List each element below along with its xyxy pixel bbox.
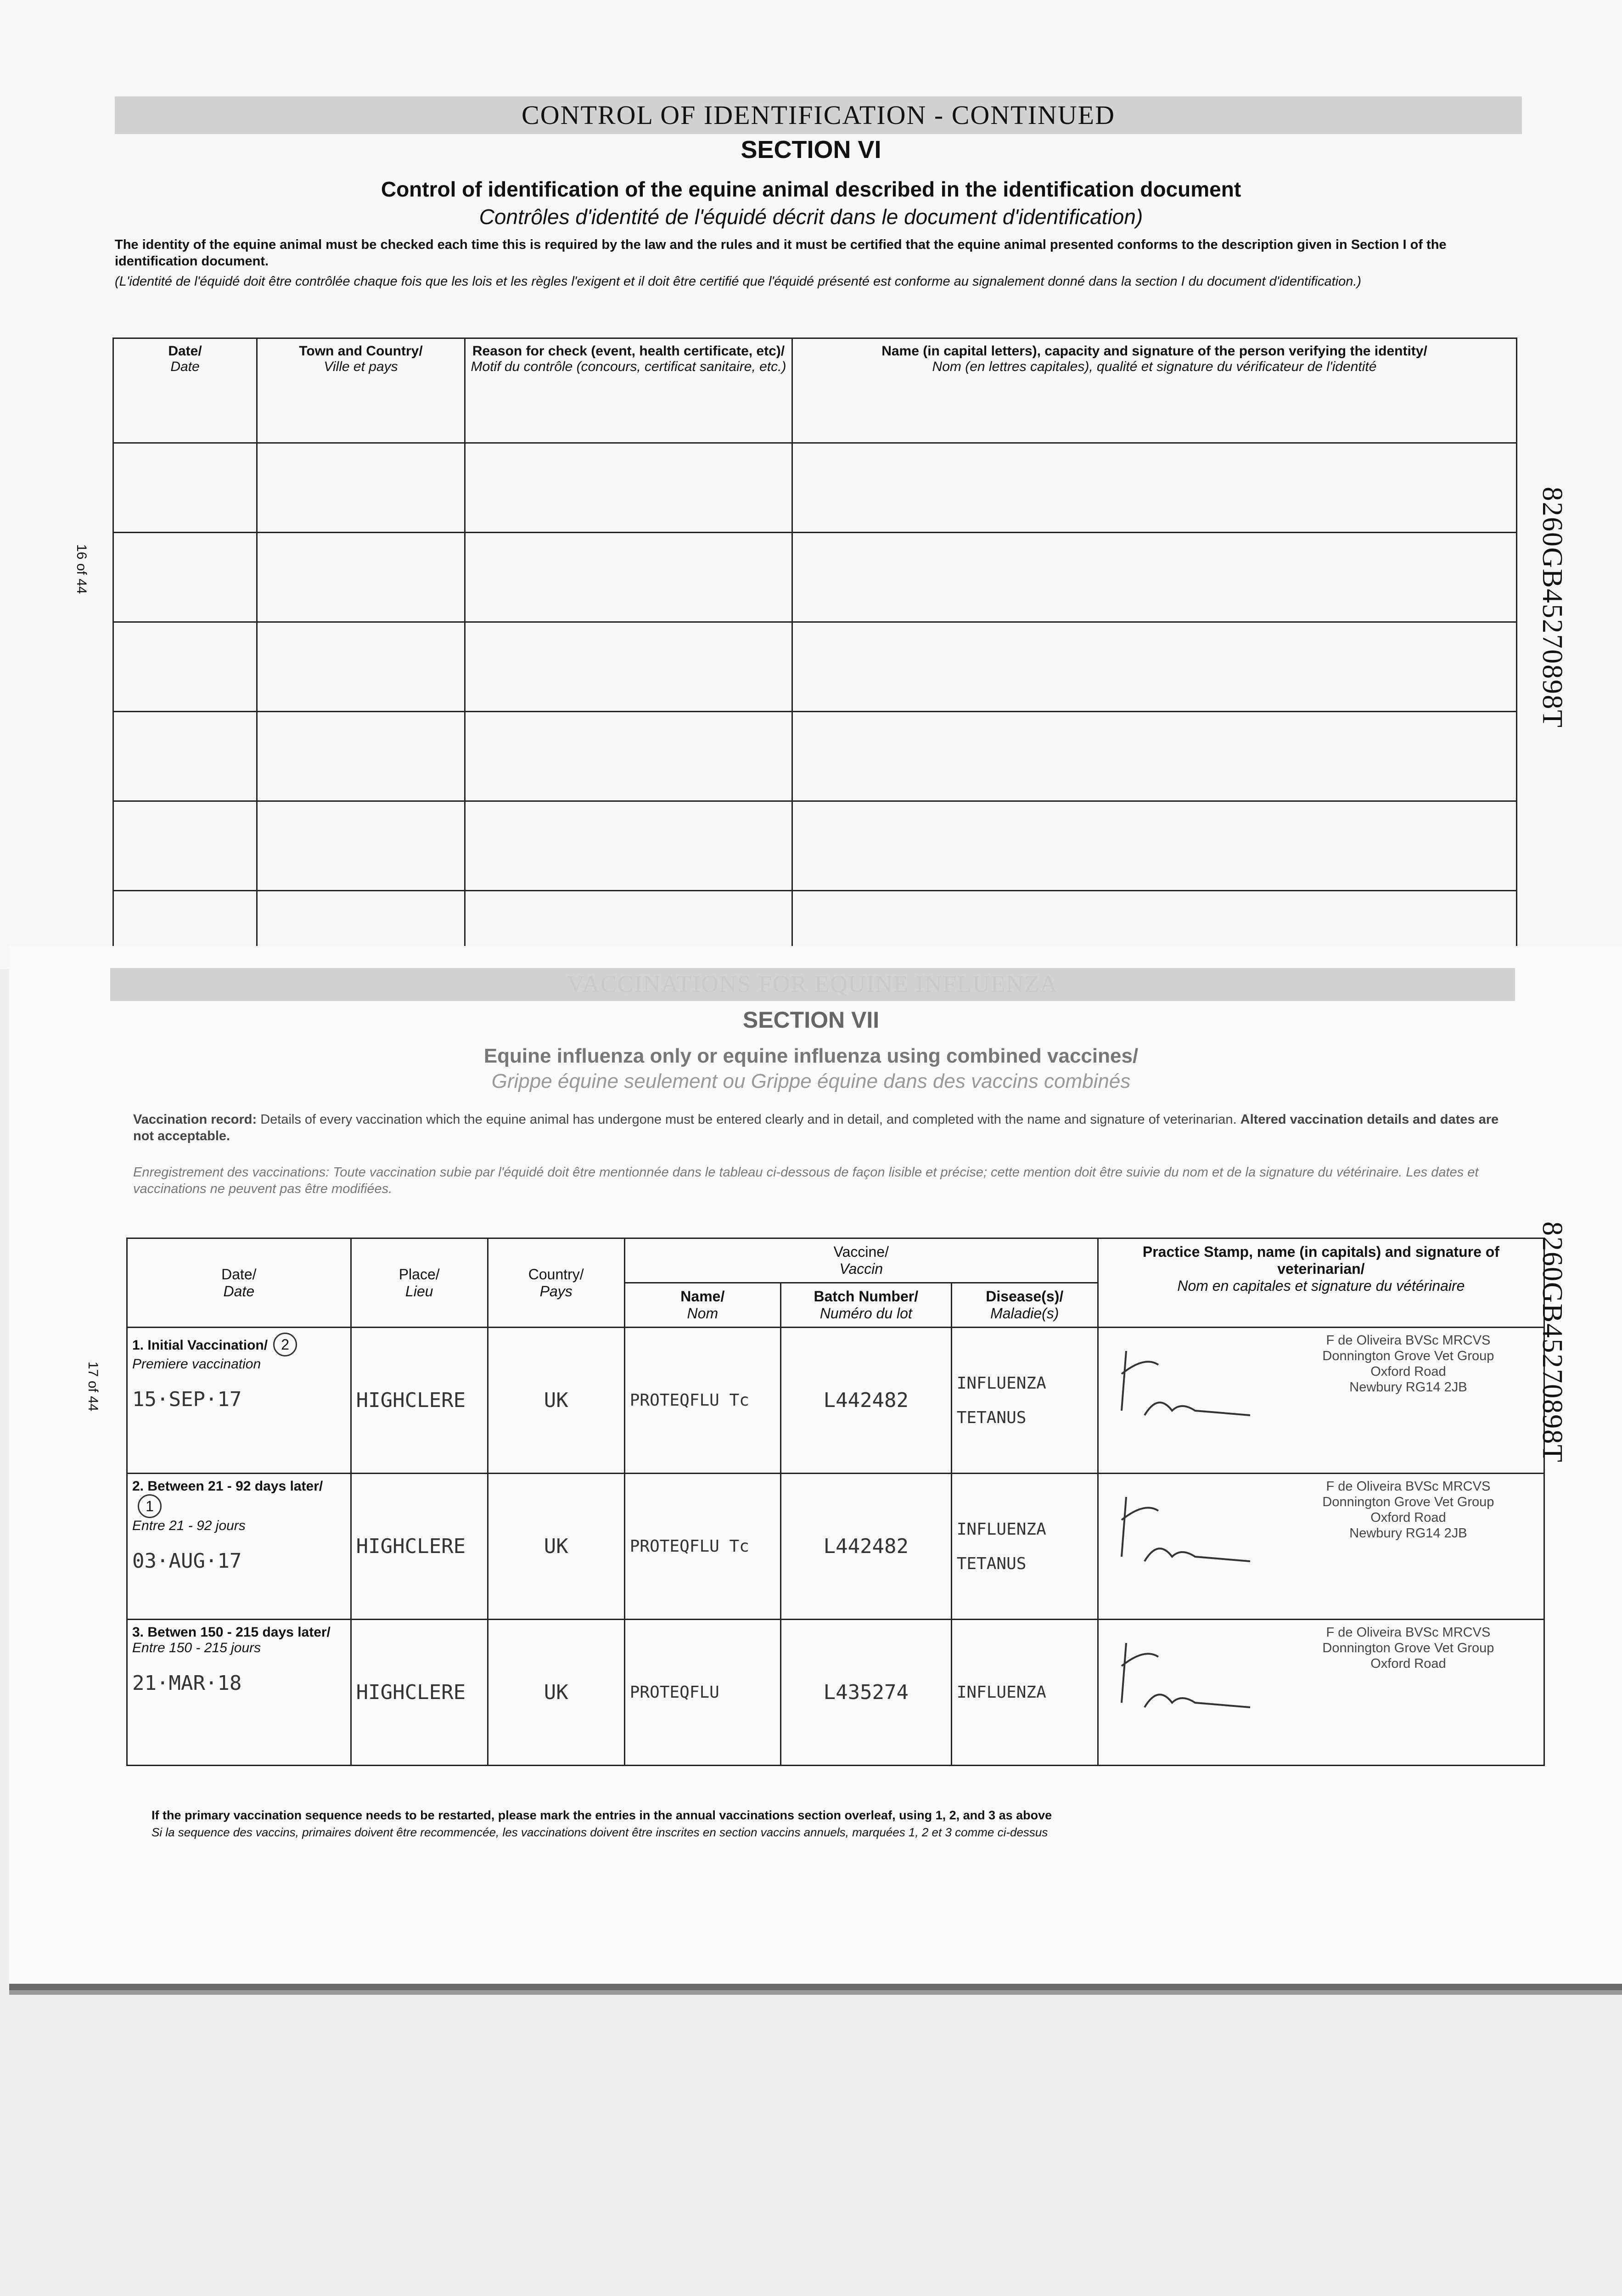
table-row [113,533,1517,622]
handwritten-country: UK [544,1681,568,1704]
town-cell[interactable] [257,443,465,533]
place-cell[interactable] [351,1328,488,1474]
town-cell[interactable] [257,533,465,622]
date-cell[interactable] [113,443,257,533]
handwritten-date: 21·MAR·18 [132,1671,242,1695]
vaccine-name-cell[interactable] [624,1474,780,1620]
header-town-country: Town and Country/ Ville et pays [257,338,465,443]
vaccination-table [126,1238,1545,1766]
intro-en-text: Details of every vaccination which the equine animal has undergone must be entered clearly and in detail, and completed with the name and signature of veterinarian. [260,1112,1237,1127]
handwritten-disease-2: TETANUS [956,1554,1027,1573]
vaccine-name-cell[interactable] [624,1620,780,1766]
town-cell[interactable] [257,622,465,712]
section-vii-intro-fr: Enregistrement des vaccinations: Toute vaccination subie par l'équidé doit être mentionnée dans le tableau ci-dessous de façon lisible et précise; cette mention doit être suivie du nom et de la signature du vétérinaire. Les dates et vaccinations ne peuvent pas être modifiées. [133,1165,1479,1196]
table-row [127,1620,1544,1766]
header-stamp: Practice Stamp, name (in capitals) and signature of veterinarian/ Nom en capitales et signature du vétérinaire [1098,1238,1544,1328]
handwritten-batch: L442482 [823,1389,909,1412]
identity-check-table [112,338,1517,956]
section-vi-intro-en: The identity of the equine animal must be checked each time this is required by the law and the rules and it must be certified that the equine animal presented conforms to the description given in Section I of the identification document. [115,237,1447,269]
handwritten-country: UK [544,1389,568,1412]
header-verifier: Name (in capital letters), capacity and signature of the person verifying the identity/ Nom (en lettres capitales), qualité et signature du vérificateur de l'identité [792,338,1517,443]
section-vii-title-en: Equine influenza only or equine influenza using combined vaccines/ [483,1045,1139,1067]
row-label-fr: Entre 21 - 92 jours [132,1518,246,1533]
handwritten-place: HIGHCLERE [356,1535,466,1558]
place-cell[interactable] [351,1620,488,1766]
footer-note-fr: Si la sequence des vaccins, primaires doivent être recommencée, les vaccinations doivent être inscrites en section vaccins annuels, marquées 1, 2 et 3 comme ci-dessus [152,1825,1048,1839]
table-row [113,622,1517,712]
intro-en-text-2: Altered vaccination details and dates are not acceptable. [133,1112,1499,1143]
table-header-row [113,338,1517,443]
handwritten-disease: INFLUENZA [956,1683,1046,1702]
header-country: Country/ Pays [488,1238,624,1328]
practice-stamp: F de Oliveira BVSc MRCVS Donnington Grove Vet Group Oxford Road Newbury RG14 2JB [1322,1479,1494,1541]
reason-cell[interactable] [465,712,792,801]
reason-cell[interactable] [465,533,792,622]
handwritten-vaccine-name: PROTEQFLU [629,1683,719,1702]
page-16 [0,0,1622,969]
practice-stamp: F de Oliveira BVSc MRCVS Donnington Grove Vet Group Oxford Road Newbury RG14 2JB [1322,1333,1494,1395]
footer-note-en: If the primary vaccination sequence needs to be restarted, please mark the entries in the annual vaccinations section overleaf, using 1, 2, and 3 as above [152,1808,1052,1822]
passport-code-upper: 8260GB45270898T [1537,487,1568,728]
row-label: 1. Initial Vaccination/ [132,1338,268,1353]
table-row [113,443,1517,533]
header-vaccine-name: Name/ Nom [624,1283,780,1328]
reason-cell[interactable] [465,801,792,891]
section-vi-label: SECTION VI [741,136,881,163]
stamp-cell[interactable] [1098,1620,1544,1766]
table-row [127,1328,1544,1474]
handwritten-date: 03·AUG·17 [132,1549,242,1573]
passport-code-lower: 8260GB45270898T [1537,1221,1568,1463]
disease-cell[interactable] [951,1328,1098,1474]
vaccination-record-label: Vaccination record: [133,1112,257,1127]
table-row [113,712,1517,801]
page-number-17: 17 of 44 [85,1362,101,1412]
town-cell[interactable] [257,801,465,891]
reason-cell[interactable] [465,443,792,533]
section-vi-title-en: Control of identification of the equine animal described in the identification document [381,177,1241,201]
header-date: Date/ Date [127,1238,351,1328]
handwritten-batch: L435274 [823,1681,909,1704]
handwritten-vaccine-name: PROTEQFLU Tc [629,1537,749,1556]
practice-stamp: F de Oliveira BVSc MRCVS Donnington Grove Vet Group Oxford Road [1322,1625,1494,1671]
vaccine-name-cell[interactable] [624,1328,780,1474]
handwritten-date: 15·SEP·17 [132,1388,242,1411]
handwritten-disease: INFLUENZA [956,1373,1046,1393]
country-cell[interactable] [488,1328,624,1474]
signature-icon [1117,1346,1255,1438]
place-cell[interactable] [351,1474,488,1620]
section-vii-banner: VACCINATIONS FOR EQUINE INFLUENZA [110,968,1515,1001]
handwritten-disease-2: TETANUS [956,1408,1027,1427]
header-reason: Reason for check (event, health certificate, etc)/ Motif du contrôle (concours, certificat sanitaire, etc.) [465,338,792,443]
table-row [113,801,1517,891]
signature-icon [1117,1638,1255,1730]
batch-cell[interactable] [780,1474,951,1620]
date-cell[interactable] [127,1328,351,1474]
section-vii-title-fr: Grippe équine seulement ou Grippe équine dans des vaccins combinés [491,1070,1131,1092]
sequence-mark: 1 [138,1494,162,1518]
disease-cell[interactable] [951,1620,1098,1766]
section-vii-label: SECTION VII [742,1007,880,1033]
page-number-16: 16 of 44 [74,544,89,594]
section-vi-intro-fr: (L'identité de l'équidé doit être contrôlée chaque fois que les lois et les règles l'exigent et il doit être certifié que l'équidé présenté est conforme au signalement donné dans la section I du document d'identification.) [115,274,1362,289]
verifier-cell[interactable] [792,801,1517,891]
batch-cell[interactable] [780,1620,951,1766]
table-row [127,1474,1544,1620]
disease-cell[interactable] [951,1474,1098,1620]
handwritten-batch: L442482 [823,1535,909,1558]
section-vi-banner: CONTROL OF IDENTIFICATION - CONTINUED [115,96,1522,134]
verifier-cell[interactable] [792,622,1517,712]
handwritten-place: HIGHCLERE [356,1389,466,1412]
batch-cell[interactable] [780,1328,951,1474]
country-cell[interactable] [488,1620,624,1766]
table-header-row [127,1238,1544,1283]
row-label: 3. Betwen 150 - 215 days later/ [132,1625,331,1640]
header-disease: Disease(s)/ Maladie(s) [951,1283,1098,1328]
date-cell[interactable] [127,1474,351,1620]
section-vi-title-fr: Contrôles d'identité de l'équidé décrit dans le document d'identification) [479,205,1143,229]
header-place: Place/ Lieu [351,1238,488,1328]
stamp-cell[interactable] [1098,1328,1544,1474]
row-label-fr: Entre 150 - 215 jours [132,1640,261,1655]
date-cell[interactable] [113,712,257,801]
date-cell[interactable] [113,801,257,891]
handwritten-vaccine-name: PROTEQFLU Tc [629,1391,749,1410]
signature-icon [1117,1492,1255,1584]
verifier-cell[interactable] [792,712,1517,801]
verifier-cell[interactable] [792,533,1517,622]
reason-cell[interactable] [465,622,792,712]
header-vaccine: Vaccine/ Vaccin [624,1238,1098,1283]
stamp-cell[interactable] [1098,1474,1544,1620]
row-label: 2. Between 21 - 92 days later/ [132,1479,323,1494]
header-date: Date/ Date [113,338,257,443]
handwritten-place: HIGHCLERE [356,1681,466,1704]
handwritten-disease: INFLUENZA [956,1519,1046,1539]
sequence-mark: 2 [273,1333,297,1356]
row-label-fr: Premiere vaccination [132,1356,261,1372]
header-batch: Batch Number/ Numéro du lot [780,1283,951,1328]
date-cell[interactable] [113,533,257,622]
handwritten-country: UK [544,1535,568,1558]
date-cell[interactable] [127,1620,351,1766]
country-cell[interactable] [488,1474,624,1620]
date-cell[interactable] [113,622,257,712]
section-vii-intro-en [133,1111,1515,1144]
town-cell[interactable] [257,712,465,801]
verifier-cell[interactable] [792,443,1517,533]
